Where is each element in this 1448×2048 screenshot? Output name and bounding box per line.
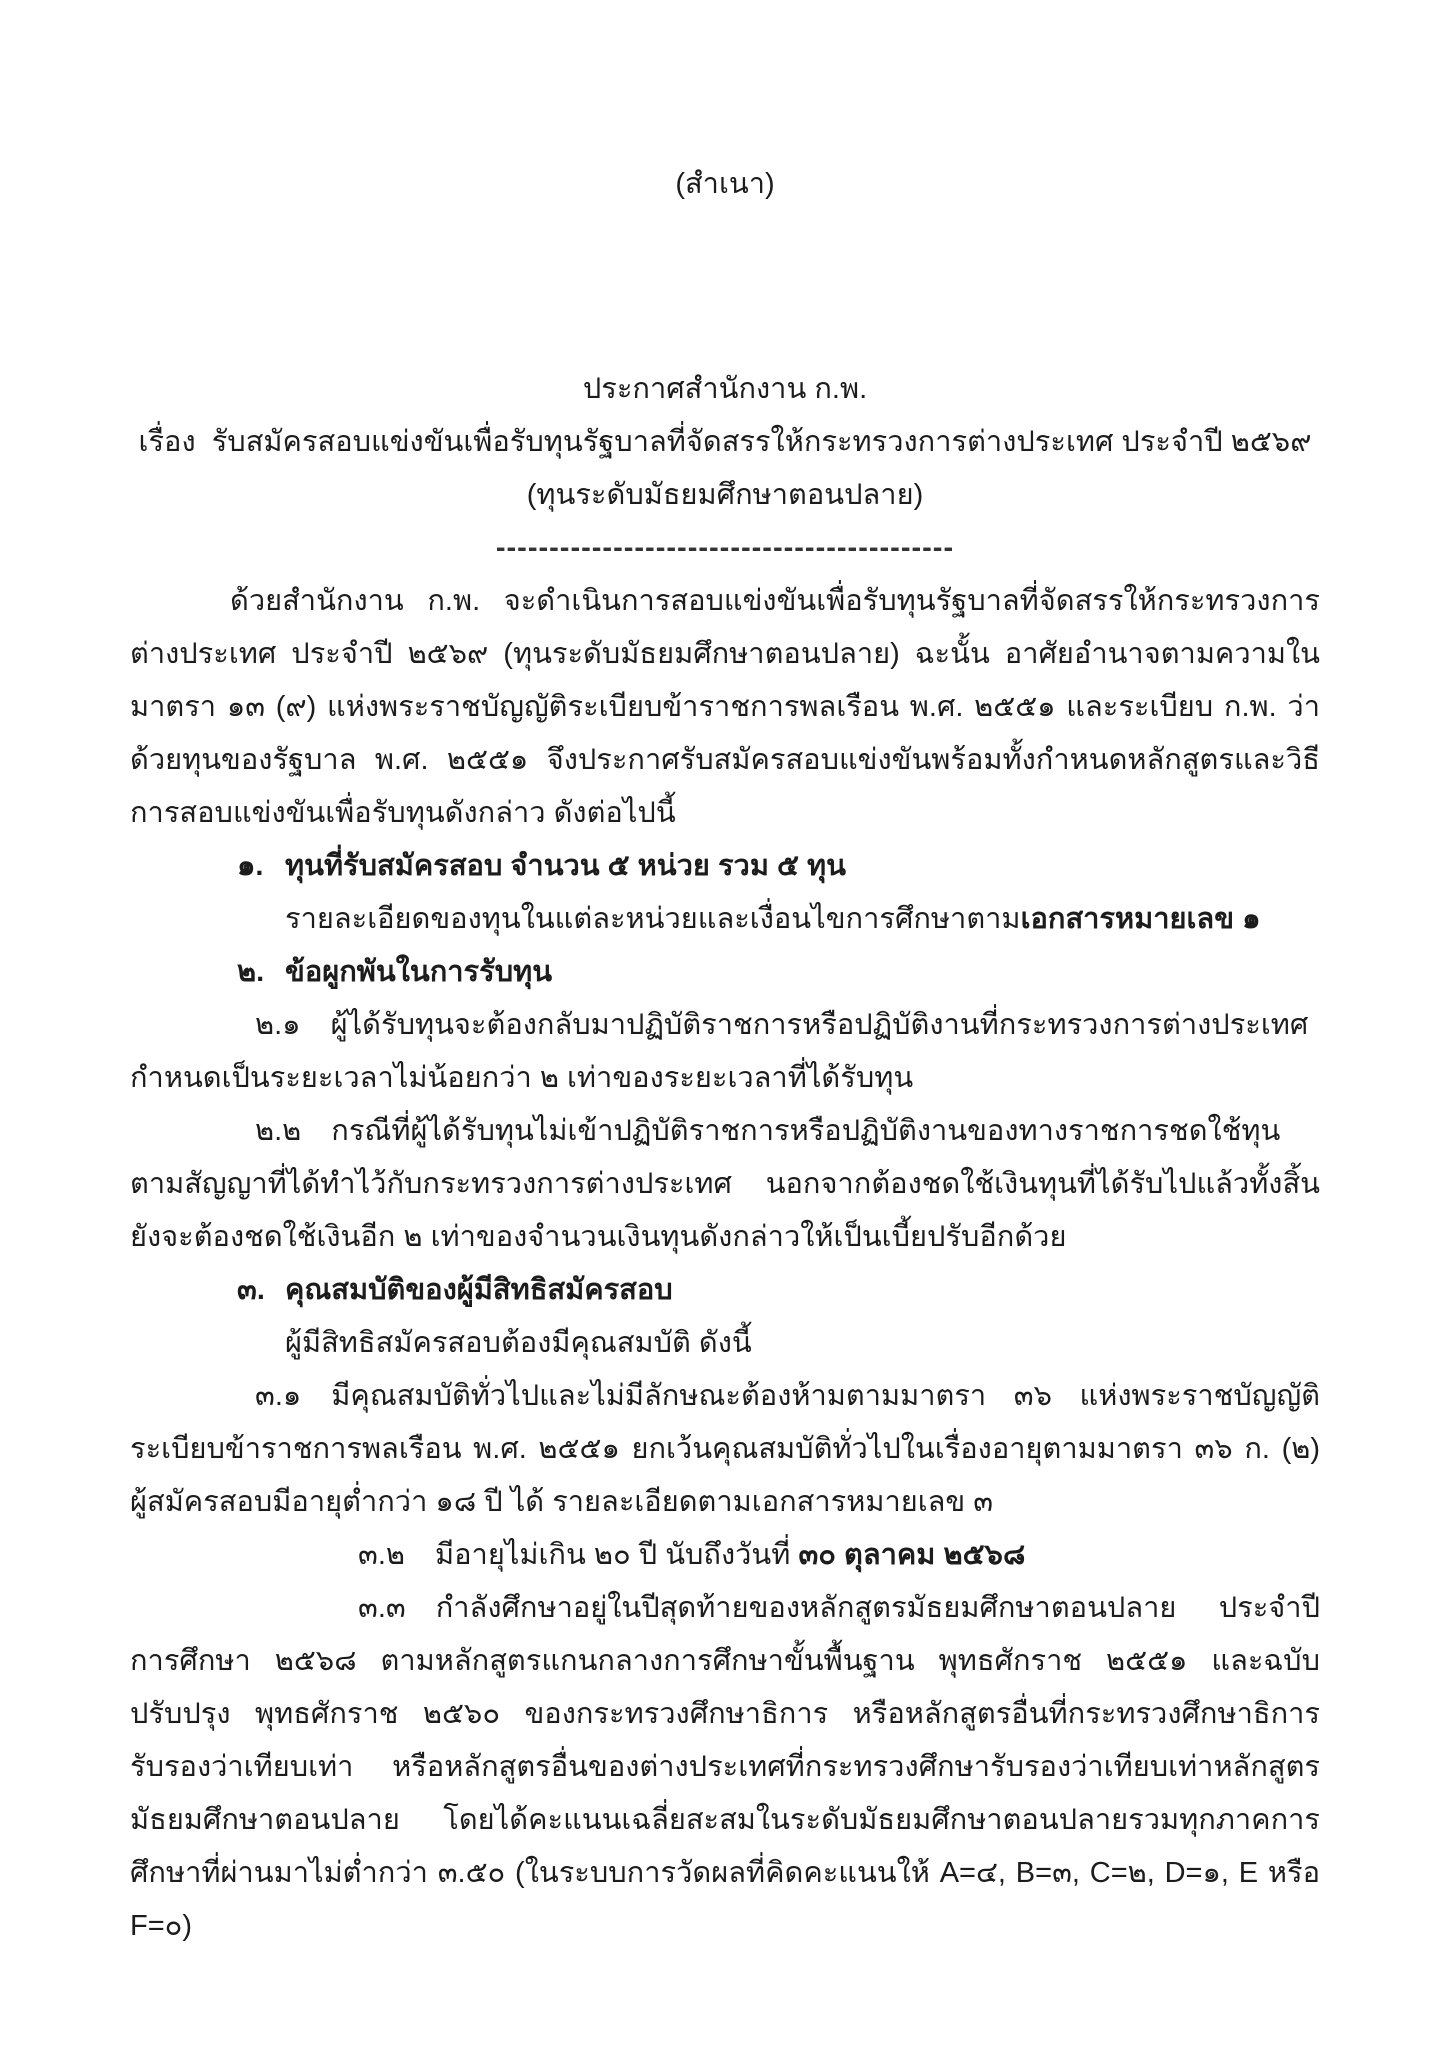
clause-3-1-text: มีคุณสมบัติทั่วไปและไม่มีลักษณะต้องห้ามตามมาตรา ๓๖ แห่งพระราชบัญญัติระเบียบข้าราชการพลเรือน พ.ศ. ๒๕๕๑ ยกเว้นคุณสมบัติทั่วไปในเรื่องอายุตามมาตรา ๓๖ ก. (๒) ผู้สมัครสอบมีอายุต่ำกว่า ๑๘ ปี ได้ รายละเอียดตามเอกสารหมายเลข ๓ bbox=[130, 1380, 1320, 1518]
clause-3-3-text: กำลังศึกษาอยู่ในปีสุดท้ายของหลักสูตรมัธยมศึกษาตอนปลาย ประจำปีการศึกษา ๒๕๖๘ ตามหลักสูตรแกนกลางการศึกษาขั้นพื้นฐาน พุทธศักราช ๒๕๕๑ และฉบับปรับปรุง พุทธศักราช ๒๕๖๐ ของกระทรวงศึกษาธิการ หรือหลักสูตรอื่นที่กระทรวงศึกษาธิการรับรองว่าเทียบเท่า หรือหลักสูตรอื่นของต่างประเทศที่กระทรวงศึกษารับรองว่าเทียบเท่าหลักสูตรมัธยมศึกษาตอนปลาย โดยได้คะแนนเฉลี่ยสะสมในระดับมัธยมศึกษาตอนปลายรวมทุกภาคการศึกษาที่ผ่านมาไม่ต่ำกว่า ๓.๕๐ (ในระบบการวัดผลที่คิดคะแนนให้ A=๔, B=๓, C=๒, D=๑, E หรือ F=๐) bbox=[130, 1592, 1320, 1942]
section-3-heading-text: คุณสมบัติของผู้มีสิทธิสมัครสอบ bbox=[285, 1274, 673, 1306]
intro-paragraph: ด้วยสำนักงาน ก.พ. จะดำเนินการสอบแข่งขันเพื่อรับทุนรัฐบาลที่จัดสรรให้กระทรวงการต่างประเทศ ประจำปี ๒๕๖๙ (ทุนระดับมัธยมศึกษาตอนปลาย) ฉะนั้น อาศัยอำนาจตามความในมาตรา ๑๓ (๙) แห่งพระราชบัญญัติระเบียบข้าราชการพลเรือน พ.ศ. ๒๕๕๑ และระเบียบ ก.พ. ว่าด้วยทุนของรัฐบาล พ.ศ. ๒๕๕๑ จึงประกาศรับสมัครสอบแข่งขันพร้อมทั้งกำหนดหลักสูตรและวิธีการสอบแข่งขันเพื่อรับทุนดังกล่าว ดังต่อไปนี้ bbox=[130, 585, 1320, 829]
clause-3-3-number: ๓.๓ bbox=[358, 1592, 406, 1624]
announcement-title: ประกาศสำนักงาน ก.พ. bbox=[582, 373, 868, 405]
clause-2-1 bbox=[130, 999, 1320, 1105]
divider-dashes: ------------------------------------------- bbox=[495, 532, 955, 564]
clause-3-2-text: มีอายุไม่เกิน ๒๐ ปี นับถึงวันที่ bbox=[435, 1539, 799, 1571]
clause-2-2-number: ๒.๒ bbox=[255, 1115, 302, 1147]
section-2-heading bbox=[130, 946, 1320, 999]
clause-2-1-text: ผู้ได้รับทุนจะต้องกลับมาปฏิบัติราชการหรือปฏิบัติงานที่กระทรวงการต่างประเทศกำหนดเป็นระยะเวลาไม่น้อยกว่า ๒ เท่าของระยะเวลาที่ได้รับทุน bbox=[130, 1009, 1309, 1094]
clause-3-2-date-bold: ๓๐ ตุลาคม ๒๕๖๘ bbox=[798, 1539, 1026, 1571]
section-1-body bbox=[130, 893, 1320, 946]
clause-3-3 bbox=[130, 1582, 1320, 1953]
section-1-heading bbox=[130, 840, 1320, 893]
section-3-lead bbox=[130, 1317, 1320, 1370]
section-1-number: ๑. bbox=[237, 850, 264, 882]
section-1-body-bold: เอกสารหมายเลข ๑ bbox=[1020, 903, 1261, 935]
announcement-subject: เรื่อง รับสมัครสอบแข่งขันเพื่อรับทุนรัฐบาลที่จัดสรรให้กระทรวงการต่างประเทศ ประจำปี ๒๕๖๙ bbox=[138, 426, 1312, 458]
section-2-number: ๒. bbox=[237, 956, 265, 988]
clause-3-2 bbox=[130, 1529, 1320, 1582]
section-1-body-text: รายละเอียดของทุนในแต่ละหน่วยและเงื่อนไขการศึกษาตาม bbox=[285, 903, 1021, 935]
section-3-heading bbox=[130, 1264, 1320, 1317]
copy-label: (สำเนา) bbox=[675, 168, 775, 200]
announcement-subtitle: (ทุนระดับมัธยมศึกษาตอนปลาย) bbox=[526, 479, 924, 511]
clause-2-2 bbox=[130, 1105, 1320, 1264]
section-1-heading-text: ทุนที่รับสมัครสอบ จำนวน ๕ หน่วย รวม ๕ ทุน bbox=[285, 850, 846, 882]
section-3-number: ๓. bbox=[237, 1274, 265, 1306]
clause-2-1-number: ๒.๑ bbox=[255, 1009, 301, 1041]
section-2-heading-text: ข้อผูกพันในการรับทุน bbox=[285, 956, 553, 988]
title-block bbox=[130, 363, 1320, 575]
clause-3-1-number: ๓.๑ bbox=[255, 1380, 302, 1412]
clause-3-1 bbox=[130, 1370, 1320, 1529]
clause-3-2-number: ๓.๒ bbox=[358, 1539, 405, 1571]
clause-2-2-text: กรณีที่ผู้ได้รับทุนไม่เข้าปฏิบัติราชการหรือปฏิบัติงานของทางราชการชดใช้ทุนตามสัญญาที่ได้ทำไว้กับกระทรวงการต่างประเทศ นอกจากต้องชดใช้เงินทุนที่ได้รับไปแล้วทั้งสิ้น ยังจะต้องชดใช้เงินอีก ๒ เท่าของจำนวนเงินทุนดังกล่าวให้เป็นเบี้ยปรับอีกด้วย bbox=[130, 1115, 1320, 1253]
section-3-lead-text: ผู้มีสิทธิสมัครสอบต้องมีคุณสมบัติ ดังนี้ bbox=[285, 1327, 752, 1359]
